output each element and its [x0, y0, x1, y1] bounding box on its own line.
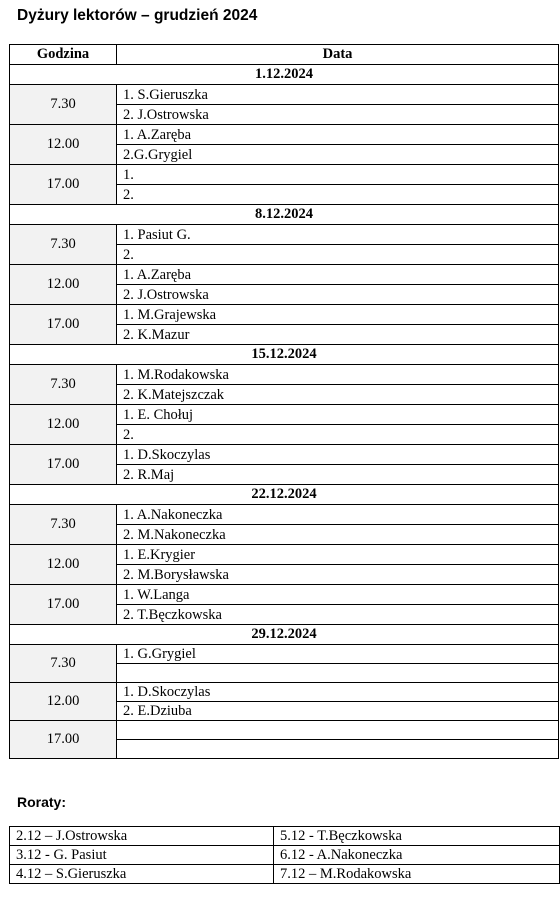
page-title: Dyżury lektorów – grudzień 2024	[17, 7, 258, 24]
lector-name-cell: 2.	[117, 245, 559, 265]
lector-name-cell: 2. J.Ostrowska	[117, 105, 559, 125]
hour-cell: 17.00	[10, 305, 117, 345]
table-row	[10, 365, 559, 385]
lector-name-cell: 2. J.Ostrowska	[117, 285, 559, 305]
date-row	[10, 65, 559, 85]
roraty-entry: 7.12 – M.Rodakowska	[274, 865, 560, 884]
lector-name-cell: 2. R.Maj	[117, 465, 559, 485]
table-row	[10, 721, 559, 740]
hour-cell: 12.00	[10, 545, 117, 585]
table-row	[10, 165, 559, 185]
duty-schedule-table	[9, 44, 559, 759]
lector-name-cell: 1. W.Langa	[117, 585, 559, 605]
lector-name-cell: 1. S.Gieruszka	[117, 85, 559, 105]
roraty-entry: 6.12 - A.Nakoneczka	[274, 846, 560, 865]
lector-name-cell: 1. G.Grygiel	[117, 645, 559, 664]
hour-cell: 17.00	[10, 585, 117, 625]
lector-name-cell: 2. T.Bęczkowska	[117, 605, 559, 625]
date-row	[10, 625, 559, 645]
table-row	[10, 846, 560, 865]
lector-name-cell: 2.	[117, 425, 559, 445]
hour-cell: 7.30	[10, 365, 117, 405]
roraty-label: Roraty:	[17, 794, 67, 810]
lector-name-cell: 1.	[117, 165, 559, 185]
roraty-table	[9, 826, 560, 884]
table-row	[10, 585, 559, 605]
roraty-entry: 3.12 - G. Pasiut	[10, 846, 274, 865]
date-heading: 22.12.2024	[10, 485, 559, 505]
hour-cell: 17.00	[10, 721, 117, 759]
lector-name-cell: 1. D.Skoczylas	[117, 445, 559, 465]
hour-cell: 7.30	[10, 505, 117, 545]
hour-cell: 7.30	[10, 85, 117, 125]
table-row	[10, 125, 559, 145]
lector-name-cell: 1. D.Skoczylas	[117, 683, 559, 702]
hour-cell: 17.00	[10, 445, 117, 485]
table-row	[10, 545, 559, 565]
lector-name-cell	[117, 721, 559, 740]
hour-cell: 12.00	[10, 683, 117, 721]
lector-name-cell: 1. Pasiut G.	[117, 225, 559, 245]
lector-name-cell: 2. E.Dziuba	[117, 702, 559, 721]
lector-name-cell: 1. A.Zaręba	[117, 125, 559, 145]
roraty-entry: 4.12 – S.Gieruszka	[10, 865, 274, 884]
lector-name-cell: 1. E.Krygier	[117, 545, 559, 565]
column-header-date: Data	[117, 45, 559, 65]
table-row	[10, 827, 560, 846]
table-row	[10, 405, 559, 425]
lector-name-cell	[117, 740, 559, 759]
roraty-entry: 5.12 - T.Bęczkowska	[274, 827, 560, 846]
date-row	[10, 205, 559, 225]
lector-name-cell: 1. A.Nakoneczka	[117, 505, 559, 525]
table-row	[10, 645, 559, 664]
hour-cell: 7.30	[10, 225, 117, 265]
date-heading: 15.12.2024	[10, 345, 559, 365]
table-row	[10, 225, 559, 245]
lector-name-cell	[117, 664, 559, 683]
date-heading: 8.12.2024	[10, 205, 559, 225]
lector-name-cell: 1. A.Zaręba	[117, 265, 559, 285]
date-row	[10, 345, 559, 365]
lector-name-cell: 2. K.Matejszczak	[117, 385, 559, 405]
date-heading: 29.12.2024	[10, 625, 559, 645]
lector-name-cell: 2.	[117, 185, 559, 205]
table-row	[10, 865, 560, 884]
lector-name-cell: 1. E. Chołuj	[117, 405, 559, 425]
hour-cell: 17.00	[10, 165, 117, 205]
hour-cell: 12.00	[10, 125, 117, 165]
table-row	[10, 85, 559, 105]
table-row	[10, 683, 559, 702]
lector-name-cell: 2. M.Borysławska	[117, 565, 559, 585]
lector-name-cell: 1. M.Rodakowska	[117, 365, 559, 385]
table-row	[10, 505, 559, 525]
hour-cell: 7.30	[10, 645, 117, 683]
table-row	[10, 305, 559, 325]
table-row	[10, 445, 559, 465]
roraty-entry: 2.12 – J.Ostrowska	[10, 827, 274, 846]
date-row	[10, 485, 559, 505]
hour-cell: 12.00	[10, 265, 117, 305]
table-row	[10, 265, 559, 285]
date-heading: 1.12.2024	[10, 65, 559, 85]
table-header-row	[10, 45, 559, 65]
hour-cell: 12.00	[10, 405, 117, 445]
lector-name-cell: 1. M.Grajewska	[117, 305, 559, 325]
lector-name-cell: 2. M.Nakoneczka	[117, 525, 559, 545]
lector-name-cell: 2. K.Mazur	[117, 325, 559, 345]
column-header-hour: Godzina	[10, 45, 117, 65]
lector-name-cell: 2.G.Grygiel	[117, 145, 559, 165]
